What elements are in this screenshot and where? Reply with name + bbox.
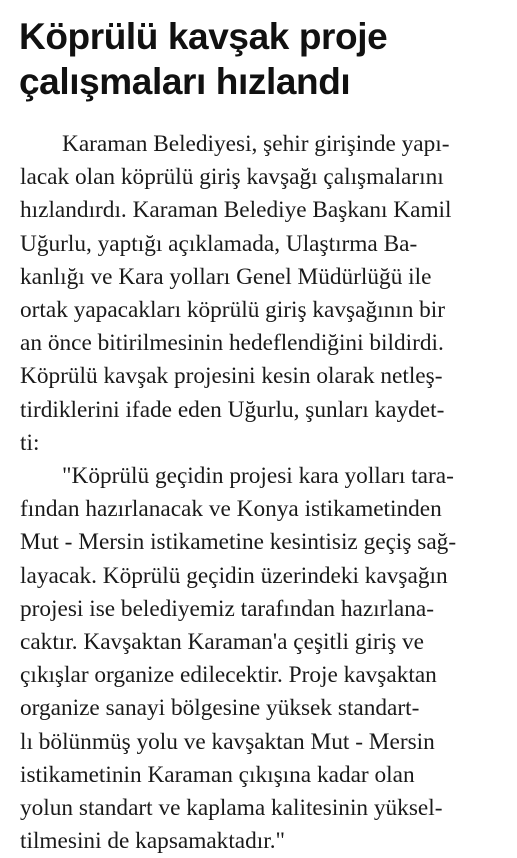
text-line: ortak yapacakları köprülü giriş kavşağının bir: [20, 297, 446, 324]
text-line: Köprülü kavşak projesini kesin olarak netleş-: [20, 363, 443, 390]
article-headline: [19, 14, 509, 104]
paragraph: [20, 460, 517, 858]
text-line: organize sanayi bölgesine yüksek standart-: [20, 695, 420, 722]
text-line: Karaman Belediyesi, şehir girişinde yapı-: [62, 131, 450, 157]
text-line: "Köprülü geçidin projesi kara yolları tara-: [62, 463, 454, 490]
headline-line: çalışmaları hızlandı: [19, 61, 351, 102]
text-line: Uğurlu, yaptığı açıklamada, Ulaştırma Ba-: [20, 230, 418, 257]
text-line: Mut - Mersin istikametine kesintisiz geçiş sağ-: [20, 529, 457, 556]
article-body: [20, 128, 517, 858]
text-line: hızlandırdı. Karaman Belediye Başkanı Kamil: [20, 197, 452, 224]
text-line: projesi ise belediyemiz tarafından hazırlana-: [20, 595, 434, 622]
text-line: ti:: [20, 429, 40, 456]
text-line: caktır. Kavşaktan Karaman'a çeşitli giriş ve: [20, 629, 424, 656]
paragraph: [20, 128, 517, 460]
text-line: fından hazırlanacak ve Konya istikametinden: [20, 496, 442, 523]
text-line: an önce bitirilmesinin hedeflendiğini bildirdi.: [20, 330, 444, 357]
text-line: tilmesini de kapsamaktadır.": [20, 828, 286, 855]
text-line: tirdiklerini ifade eden Uğurlu, şunları kaydet-: [20, 396, 445, 423]
text-line: layacak. Köprülü geçidin üzerindeki kavşağın: [20, 562, 448, 589]
text-line: yolun standart ve kaplama kalitesinin yüksel-: [20, 795, 443, 822]
text-line: lacak olan köprülü giriş kavşağı çalışmalarını: [20, 164, 444, 191]
text-line: çıkışlar organize edilecektir. Proje kavşaktan: [20, 662, 437, 689]
text-line: kanlığı ve Kara yolları Genel Müdürlüğü ile: [20, 263, 432, 290]
text-line: lı bölünmüş yolu ve kavşaktan Mut - Mersin: [20, 728, 435, 755]
headline-line: Köprülü kavşak proje: [19, 16, 388, 57]
text-line: istikametinin Karaman çıkışına kadar olan: [20, 761, 415, 788]
